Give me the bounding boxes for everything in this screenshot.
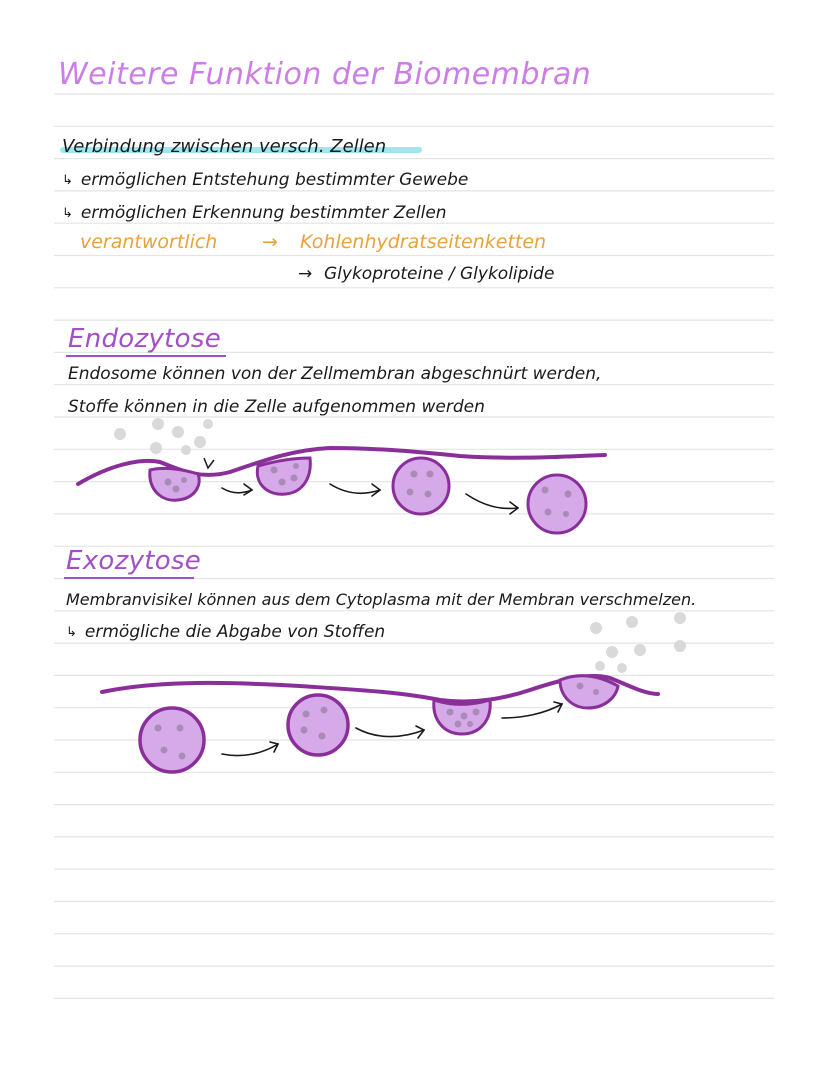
intro-heading: Verbindung zwischen versch. Zellen [62, 136, 387, 157]
arrow-icon [502, 704, 562, 718]
exocytosis-heading: Exozytose [66, 546, 202, 576]
vesicle [560, 676, 618, 708]
exocytosis-line-1: Membranvisikel können aus dem Cytoplasma mit der Membran verschmelzen. [66, 590, 697, 609]
arrow-icon [356, 728, 424, 737]
vesicle [288, 695, 348, 755]
endocytosis-heading: Endozytose [68, 324, 221, 354]
intro-line-1: ermöglichen Entstehung bestimmter Gewebe [80, 170, 469, 190]
arrow-icon [222, 744, 278, 756]
responsible-arrow-icon: → [262, 231, 278, 253]
responsible-value: Kohlenhydratseitenketten [300, 231, 547, 253]
bullet-arrow-icon: ↳ [62, 205, 73, 221]
responsible-label: verantwortlich [80, 231, 218, 253]
bullet-arrow-icon: ↳ [66, 624, 77, 640]
endocytosis-line-2: Stoffe können in die Zelle aufgenommen werden [68, 397, 485, 417]
page-title: Weitere Funktion der Biomembran [58, 57, 592, 92]
sub-arrow-icon: → [298, 264, 313, 284]
particles-outside [590, 612, 686, 673]
bullet-arrow-icon: ↳ [62, 172, 73, 188]
intro-line-2: ermöglichen Erkennung bestimmter Zellen [80, 203, 447, 223]
vesicle [140, 708, 204, 772]
sub-value: Glykoproteine / Glykolipide [324, 264, 555, 284]
exocytosis-line-2: ermögliche die Abgabe von Stoffen [84, 622, 386, 642]
endocytosis-line-1: Endosome können von der Zellmembran abgeschnürt werden, [68, 364, 602, 384]
